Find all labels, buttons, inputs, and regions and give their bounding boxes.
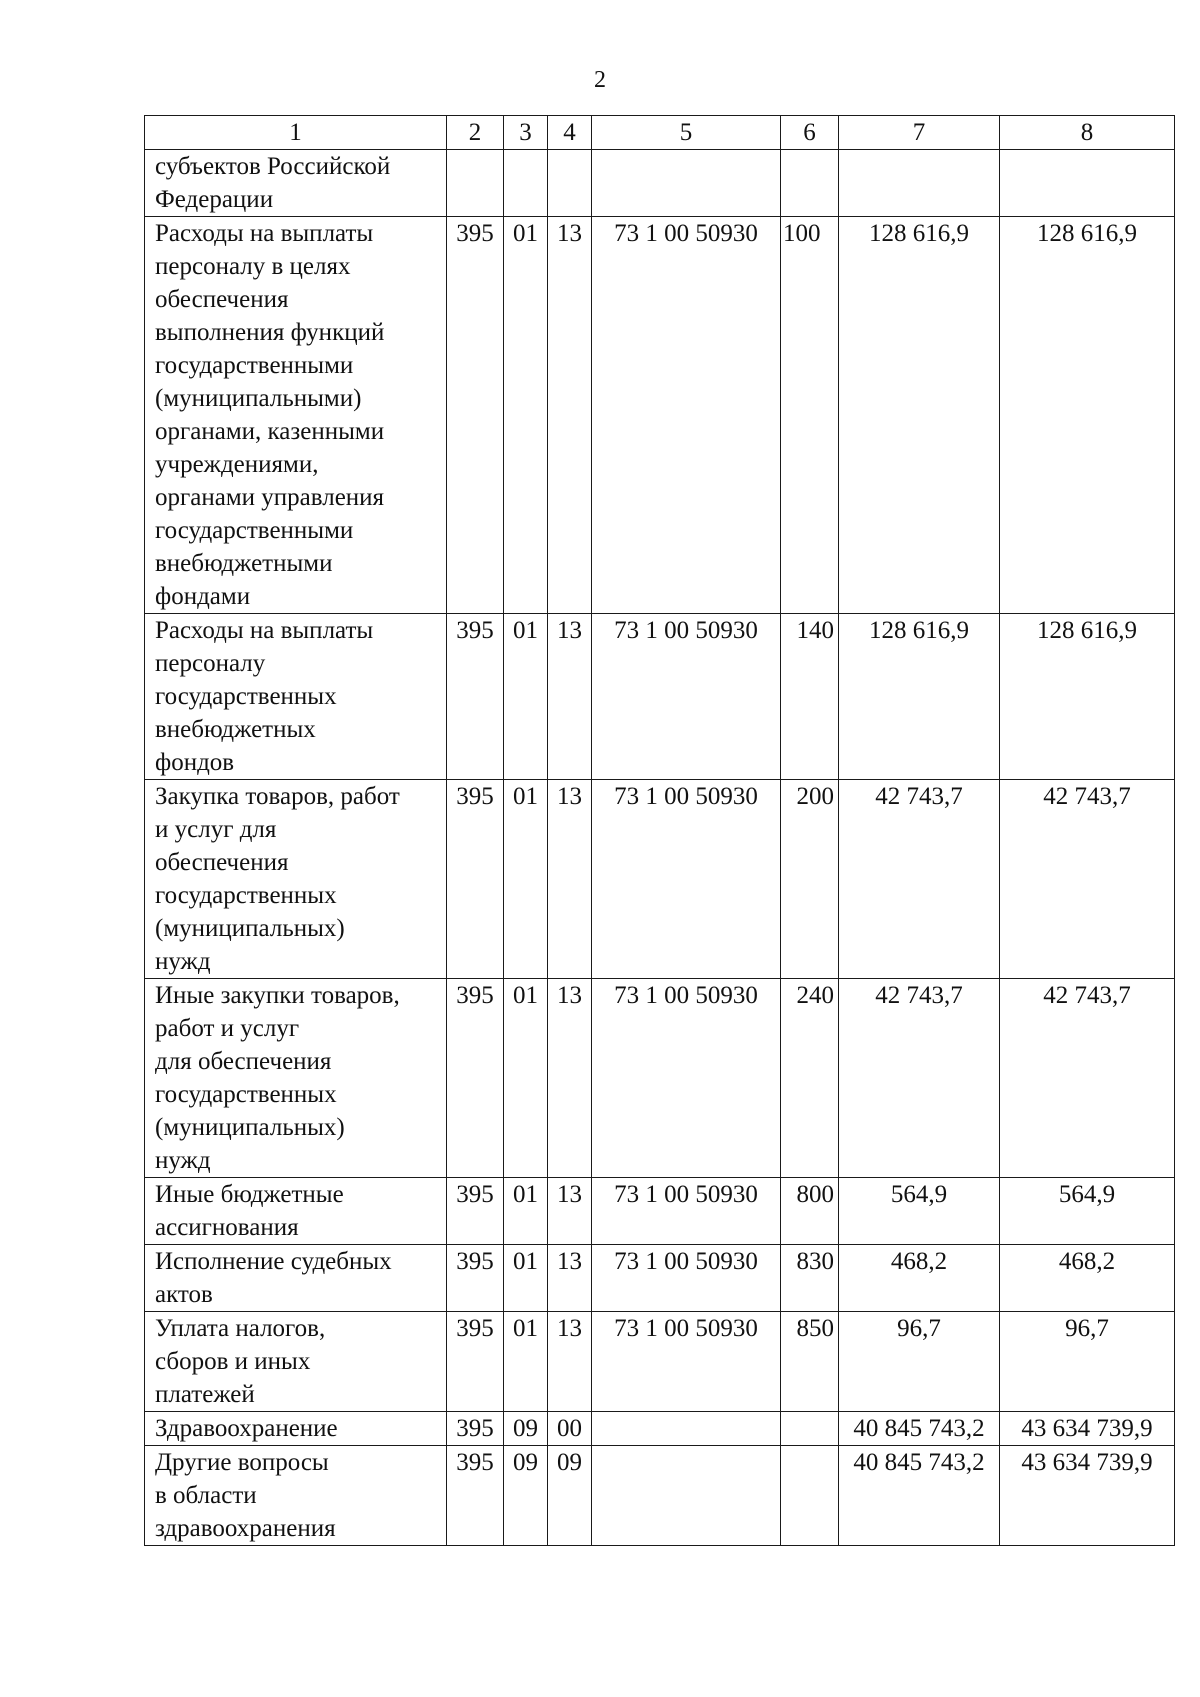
page-number: 2 — [594, 67, 606, 93]
name-line: Другие вопросы — [155, 1449, 329, 1476]
name-line: фондами — [155, 583, 251, 610]
target-article-code: 73 1 00 50930 — [592, 1312, 781, 1412]
name-line: государственных — [155, 683, 337, 710]
ministry-code: 395 — [447, 780, 504, 979]
ministry-code: 395 — [447, 614, 504, 780]
expense-name — [145, 1245, 447, 1312]
ministry-code — [447, 150, 504, 217]
table-row — [145, 1412, 1175, 1446]
name-line: здравоохранения — [155, 1515, 336, 1542]
expense-type-code: 200 — [781, 780, 839, 979]
target-article-code — [592, 1446, 781, 1546]
ministry-code: 395 — [447, 1245, 504, 1312]
amount-col7: 128 616,9 — [839, 614, 1000, 780]
target-article-code — [592, 1412, 781, 1446]
ministry-code: 395 — [447, 979, 504, 1178]
amount-col8: 128 616,9 — [1000, 217, 1175, 614]
name-line: Федерации — [155, 186, 274, 213]
table-row — [145, 1312, 1175, 1412]
name-line: в области — [155, 1482, 257, 1509]
amount-col8: 564,9 — [1000, 1178, 1175, 1245]
name-line: внебюджетными — [155, 550, 333, 577]
ministry-code: 395 — [447, 1412, 504, 1446]
table-row — [145, 780, 1175, 979]
amount-col8: 96,7 — [1000, 1312, 1175, 1412]
subsection-code: 13 — [548, 780, 592, 979]
name-line: государственных — [155, 882, 337, 909]
target-article-code: 73 1 00 50930 — [592, 217, 781, 614]
name-line: для обеспечения — [155, 1048, 332, 1075]
amount-col7: 468,2 — [839, 1245, 1000, 1312]
expense-name — [145, 217, 447, 614]
expense-type-code: 140 — [781, 614, 839, 780]
budget-table — [144, 115, 1175, 1546]
expense-name — [145, 1178, 447, 1245]
target-article-code — [592, 150, 781, 217]
table-row — [145, 217, 1175, 614]
name-line: сборов и иных — [155, 1348, 311, 1375]
name-line: ассигнования — [155, 1214, 299, 1241]
expense-type-code: 100 — [781, 217, 839, 614]
name-line: фондов — [155, 749, 235, 776]
subsection-code: 13 — [548, 1312, 592, 1412]
target-article-code: 73 1 00 50930 — [592, 614, 781, 780]
table-row — [145, 1245, 1175, 1312]
amount-col8: 43 634 739,9 — [1000, 1446, 1175, 1546]
name-line: органами, казенными — [155, 418, 385, 445]
section-code — [504, 150, 548, 217]
target-article-code: 73 1 00 50930 — [592, 979, 781, 1178]
name-line: Иные закупки товаров, — [155, 982, 400, 1009]
section-code: 01 — [504, 1178, 548, 1245]
subsection-code: 13 — [548, 614, 592, 780]
header-cell: 5 — [592, 116, 781, 150]
header-cell: 7 — [839, 116, 1000, 150]
section-code: 09 — [504, 1412, 548, 1446]
name-line: платежей — [155, 1381, 255, 1408]
amount-col7: 564,9 — [839, 1178, 1000, 1245]
name-line: учреждениями, — [155, 451, 319, 478]
amount-col8: 42 743,7 — [1000, 780, 1175, 979]
name-line: персоналу в целях — [155, 253, 351, 280]
name-line: персоналу — [155, 650, 266, 677]
amount-col7: 96,7 — [839, 1312, 1000, 1412]
target-article-code: 73 1 00 50930 — [592, 1178, 781, 1245]
expense-name — [145, 780, 447, 979]
expense-type-code — [781, 1446, 839, 1546]
name-line: выполнения функций — [155, 319, 385, 346]
section-code: 01 — [504, 1312, 548, 1412]
header-cell: 6 — [781, 116, 839, 150]
amount-col8: 43 634 739,9 — [1000, 1412, 1175, 1446]
subsection-code — [548, 150, 592, 217]
table-row — [145, 150, 1175, 217]
table-row — [145, 614, 1175, 780]
name-line: государственных — [155, 1081, 337, 1108]
expense-name — [145, 1446, 447, 1546]
name-line: государственными — [155, 517, 354, 544]
header-cell: 1 — [145, 116, 447, 150]
name-line: Исполнение судебных — [155, 1248, 392, 1275]
subsection-code: 09 — [548, 1446, 592, 1546]
header-cell: 8 — [1000, 116, 1175, 150]
expense-name — [145, 614, 447, 780]
subsection-code: 13 — [548, 1178, 592, 1245]
amount-col7 — [839, 150, 1000, 217]
name-line: Иные бюджетные — [155, 1181, 344, 1208]
expense-type-code: 800 — [781, 1178, 839, 1245]
name-line: Здравоохранение — [155, 1415, 338, 1442]
amount-col7: 42 743,7 — [839, 780, 1000, 979]
name-line: государственными — [155, 352, 354, 379]
expense-name — [145, 979, 447, 1178]
name-line: работ и услуг — [155, 1015, 300, 1042]
name-line: (муниципальными) — [155, 385, 362, 412]
subsection-code: 13 — [548, 217, 592, 614]
amount-col8: 128 616,9 — [1000, 614, 1175, 780]
header-cell: 4 — [548, 116, 592, 150]
amount-col8: 468,2 — [1000, 1245, 1175, 1312]
table-row — [145, 979, 1175, 1178]
name-line: Расходы на выплаты — [155, 617, 374, 644]
expense-name — [145, 1412, 447, 1446]
section-code: 01 — [504, 780, 548, 979]
name-line: Закупка товаров, работ — [155, 783, 400, 810]
table-header-row — [145, 116, 1175, 150]
subsection-code: 00 — [548, 1412, 592, 1446]
amount-col8 — [1000, 150, 1175, 217]
ministry-code: 395 — [447, 1178, 504, 1245]
expense-type-code: 850 — [781, 1312, 839, 1412]
ministry-code: 395 — [447, 1446, 504, 1546]
name-line: органами управления — [155, 484, 385, 511]
table-row — [145, 1178, 1175, 1245]
table-row — [145, 1446, 1175, 1546]
expense-name — [145, 150, 447, 217]
subsection-code: 13 — [548, 979, 592, 1178]
expense-type-code — [781, 1412, 839, 1446]
name-line: обеспечения — [155, 286, 289, 313]
target-article-code: 73 1 00 50930 — [592, 780, 781, 979]
expense-type-code — [781, 150, 839, 217]
amount-col8: 42 743,7 — [1000, 979, 1175, 1178]
section-code: 09 — [504, 1446, 548, 1546]
subsection-code: 13 — [548, 1245, 592, 1312]
name-line: нужд — [155, 1147, 211, 1174]
ministry-code: 395 — [447, 1312, 504, 1412]
amount-col7: 40 845 743,2 — [839, 1446, 1000, 1546]
target-article-code: 73 1 00 50930 — [592, 1245, 781, 1312]
name-line: (муниципальных) — [155, 915, 345, 942]
name-line: субъектов Российской — [155, 153, 391, 180]
section-code: 01 — [504, 217, 548, 614]
name-line: обеспечения — [155, 849, 289, 876]
amount-col7: 40 845 743,2 — [839, 1412, 1000, 1446]
name-line: внебюджетных — [155, 716, 316, 743]
name-line: актов — [155, 1281, 213, 1308]
name-line: Расходы на выплаты — [155, 220, 374, 247]
expense-type-code: 830 — [781, 1245, 839, 1312]
name-line: Уплата налогов, — [155, 1315, 326, 1342]
section-code: 01 — [504, 614, 548, 780]
section-code: 01 — [504, 1245, 548, 1312]
expense-name — [145, 1312, 447, 1412]
name-line: нужд — [155, 948, 211, 975]
name-line: (муниципальных) — [155, 1114, 345, 1141]
expense-type-code: 240 — [781, 979, 839, 1178]
ministry-code: 395 — [447, 217, 504, 614]
amount-col7: 42 743,7 — [839, 979, 1000, 1178]
section-code: 01 — [504, 979, 548, 1178]
header-cell: 3 — [504, 116, 548, 150]
name-line: и услуг для — [155, 816, 277, 843]
amount-col7: 128 616,9 — [839, 217, 1000, 614]
header-cell: 2 — [447, 116, 504, 150]
